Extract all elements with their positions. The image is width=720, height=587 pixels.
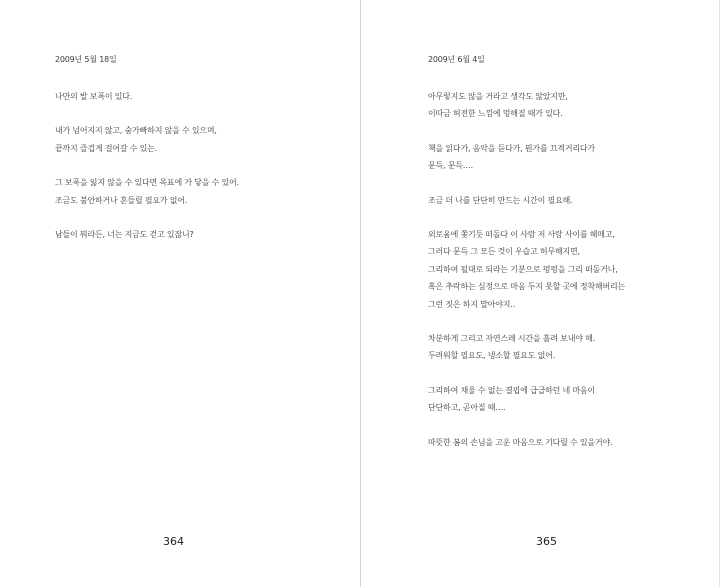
entry-date: 2009년 6월 4일 [428,55,485,64]
left-page-content [55,54,239,260]
stanza [428,88,625,123]
stanza [428,382,625,417]
text-line: 그리하여 될대로 되라는 기분으로 펑펑을 그리 떠돌거나, [428,264,618,274]
right-page-content [428,54,625,468]
stanza [428,140,625,175]
text-line: 혹은 추락하는 심정으로 마음 두지 못할 곳에 정착해버리는 [428,282,626,292]
text-line: 차분하게 그리고 자연스레 시간을 흘려 보내야 해. [428,334,595,344]
stanza [428,192,625,209]
text-line: 그 보폭을 잃지 않을 수 있다면 목표에 가 닿을 수 있어. [55,178,239,188]
text-line: 두려워할 필요도, 냉소할 필요도 없어. [428,351,555,361]
text-line: 단단하고, 곧아질 때…. [428,403,506,413]
stanza [55,122,239,157]
text-line: 끝까지 즐겁게 걸어갈 수 있는. [55,143,158,153]
text-line: 책을 읽다가, 음악을 듣다가, 뭔가를 끄적거리다가 [428,143,595,153]
text-line: 조금 더 나를 단단히 만드는 시간이 필요해. [428,195,573,205]
page-number: 365 [536,535,557,548]
stanza [55,226,239,243]
text-line: 그런 짓은 하지 말아야지.. [428,299,515,309]
stanza [428,226,625,313]
text-line: 남들이 뭐라든, 너는 지금도 걷고 있잖니? [55,230,194,240]
text-line: 따뜻한 봄의 손님을 고운 마음으로 기다릴 수 있을거야. [428,437,613,447]
text-line: 문득, 문득…. [428,161,473,171]
stanza [428,434,625,451]
text-line: 아무렇지도 않을 거라고 생각도 않았지만, [428,92,568,101]
text-line: 그러다 문득 그 모든 것이 우습고 허무해지면, [428,247,580,257]
text-line: 이따금 허전한 느낌에 멍해질 때가 있다. [428,109,563,119]
stanza [428,330,625,365]
stanza [55,174,239,209]
entry-date: 2009년 5월 18일 [55,55,117,64]
stanza [55,88,239,105]
text-line: 나만의 발 보폭이 있다. [55,92,133,101]
text-line: 외로움에 쫓기듯 떠돌다 이 사람 저 사람 사이를 헤매고, [428,230,615,240]
right-page [361,0,720,587]
page-number: 364 [163,535,184,548]
text-line: 그리하여 채울 수 없는 결핍에 급급하던 네 마음이 [428,385,595,395]
text-line: 조금도 불안하거나 흔들릴 필요가 없어. [55,195,188,205]
text-line: 내가 넘어지지 않고, 숨가빠하지 않을 수 있으며, [55,126,217,136]
